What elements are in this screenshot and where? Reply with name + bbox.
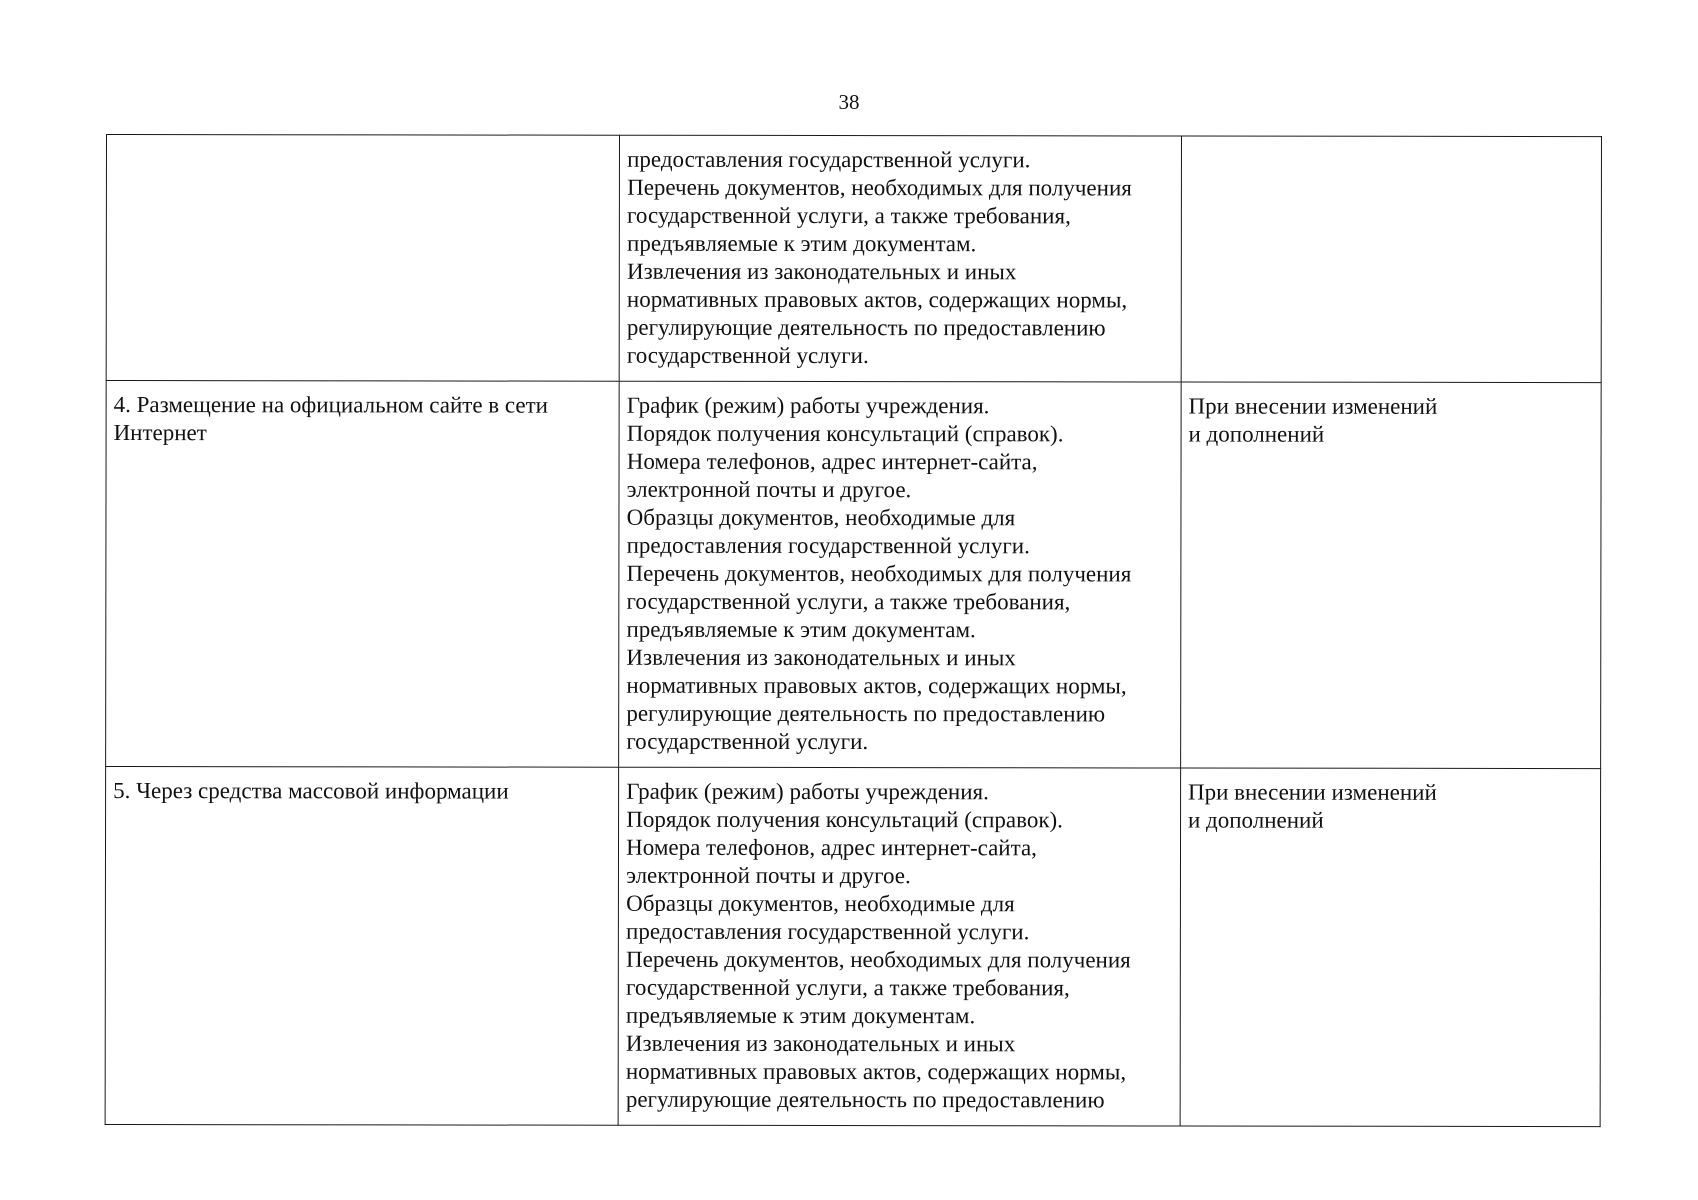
- content-line: государственной услуги.: [626, 728, 869, 755]
- table-row: [105, 767, 1600, 1127]
- content-cell: [618, 767, 1180, 1126]
- content-line: предоставления государственной услуги.: [626, 918, 1030, 945]
- content-line: предъявляемые к этим документам.: [627, 230, 977, 257]
- table-row: [106, 135, 1601, 383]
- content-line: Номера телефонов, адрес интернет-сайта,: [626, 834, 1037, 861]
- content-line: Образцы документов, необходимые для: [626, 504, 1016, 531]
- content-line: нормативных правовых актов, содержащих нормы,: [626, 286, 1128, 313]
- content-line: государственной услуги.: [626, 342, 869, 369]
- method-line: 4. Размещение на официальном сайте в сети: [113, 392, 548, 418]
- content-line: электронной почты и другое.: [626, 862, 911, 889]
- table-row: [106, 381, 1602, 769]
- method-cell: [105, 767, 619, 1126]
- content-line: Извлечения из законодательных и иных: [626, 258, 1017, 285]
- page-number: 38: [838, 90, 860, 114]
- content-cell: [619, 135, 1181, 382]
- content-line: Порядок получения консультаций (справок).: [626, 806, 1063, 833]
- content-line: электронной почты и другое.: [626, 476, 912, 503]
- content-line: Извлечения из законодательных и иных: [625, 1030, 1016, 1057]
- content-line: Номера телефонов, адрес интернет-сайта,: [626, 448, 1038, 475]
- content-line: нормативных правовых актов, содержащих нормы,: [626, 672, 1127, 699]
- content-line: Порядок получения консультаций (справок).: [626, 420, 1064, 447]
- content-line: регулирующие деятельность по предоставлению: [625, 1086, 1105, 1113]
- content-line: Перечень документов, необходимых для получения: [627, 174, 1132, 201]
- content-line: Образцы документов, необходимые для: [626, 890, 1015, 917]
- content-line: государственной услуги, а также требования,: [627, 202, 1071, 229]
- content-line: государственной услуги, а также требования,: [626, 588, 1071, 615]
- content-line: Перечень документов, необходимых для получения: [626, 560, 1132, 587]
- method-line: 5. Через средства массовой информации: [113, 778, 509, 804]
- frequency-line: и дополнений: [1188, 421, 1325, 447]
- content-line: регулирующие деятельность по предоставлению: [626, 314, 1106, 341]
- frequency-line: При внесении изменений: [1188, 393, 1438, 419]
- content-line: предъявляемые к этим документам.: [626, 616, 976, 643]
- content-line: нормативных правовых актов, содержащих нормы,: [625, 1058, 1127, 1085]
- method-cell: [106, 135, 620, 382]
- method-cell: [106, 381, 620, 768]
- content-line: государственной услуги, а также требования,: [625, 974, 1070, 1001]
- frequency-line: При внесении изменений: [1187, 779, 1437, 805]
- frequency-cell: [1181, 382, 1602, 769]
- content-line: предъявляемые к этим документам.: [625, 1002, 976, 1029]
- information-methods-table: [105, 134, 1602, 1127]
- content-line: График (режим) работы учреждения.: [626, 778, 989, 805]
- content-line: Извлечения из законодательных и иных: [626, 644, 1016, 671]
- frequency-cell: [1180, 768, 1601, 1127]
- frequency-line: и дополнений: [1187, 807, 1324, 833]
- content-line: регулирующие деятельность по предоставлению: [626, 700, 1106, 727]
- content-line: предоставления государственной услуги.: [627, 146, 1031, 173]
- frequency-cell: [1181, 136, 1601, 383]
- content-line: Перечень документов, необходимых для получения: [626, 946, 1131, 973]
- content-cell: [619, 381, 1181, 768]
- method-line: Интернет: [113, 420, 207, 446]
- content-line: График (режим) работы учреждения.: [626, 392, 990, 419]
- content-line: предоставления государственной услуги.: [626, 532, 1030, 559]
